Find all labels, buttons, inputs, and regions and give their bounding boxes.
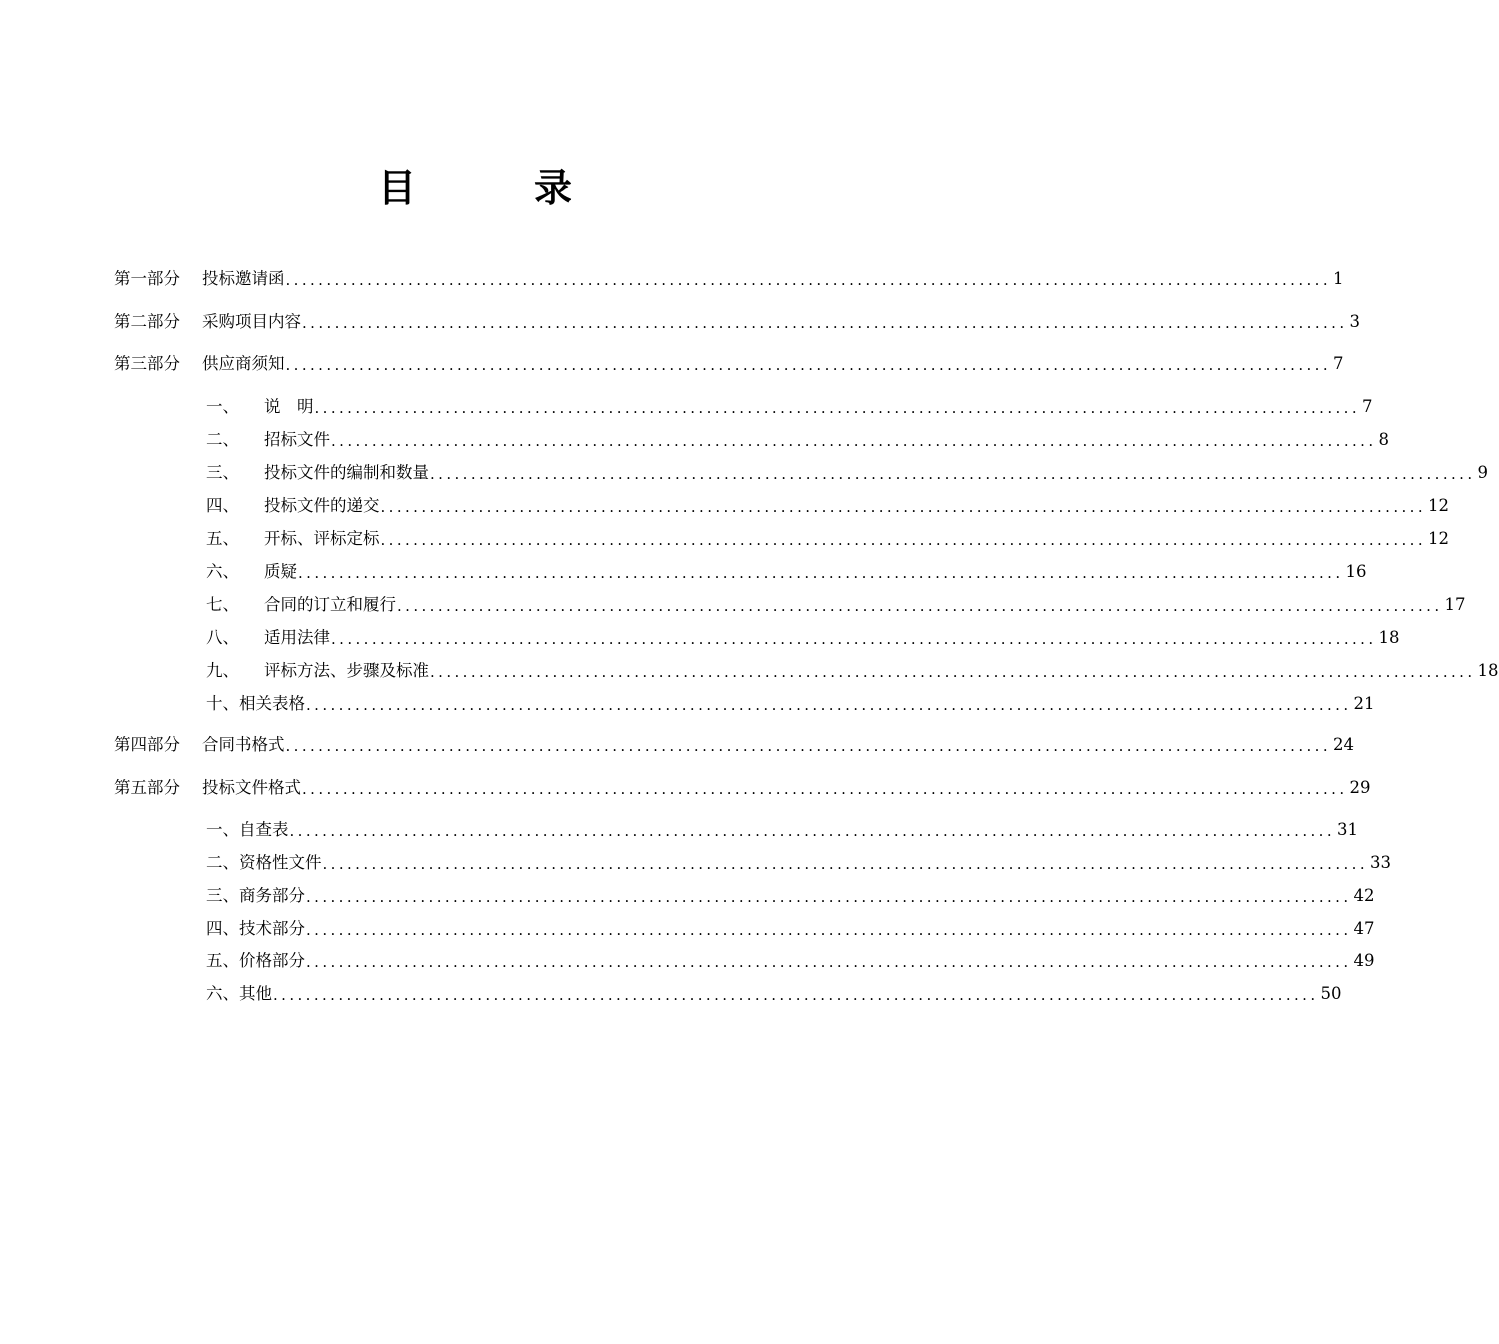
toc-entry-p3-6[interactable] xyxy=(206,559,1367,583)
toc-entry-text: 二、资格性文件 xyxy=(206,853,322,872)
toc-page-number: 17 xyxy=(1444,595,1466,614)
toc-entry-number: 八、 xyxy=(206,628,239,647)
toc-entry-text: 投标文件的递交 xyxy=(264,496,380,515)
toc-leader-dots: ................................................................................................................................ xyxy=(298,564,1344,582)
toc-leader-dots: ................................................................................................................................ xyxy=(380,498,1427,516)
toc-page-number: 12 xyxy=(1428,529,1450,548)
toc-entry-number: 第三部分 xyxy=(114,354,180,373)
toc-entry-text: 五、价格部分 xyxy=(206,951,305,970)
toc-entry-text: 一、自查表 xyxy=(206,820,289,839)
toc-entry-text: 投标邀请函 xyxy=(202,269,285,288)
toc-leader-dots: ................................................................................................................................ xyxy=(380,531,1427,549)
toc-page-number: 18 xyxy=(1378,628,1400,647)
toc-leader-dots: ................................................................................................................................ xyxy=(306,921,1352,939)
toc-entry-part2[interactable] xyxy=(114,309,1361,333)
toc-entry-number: 第五部分 xyxy=(114,778,180,797)
toc-leader-dots: ................................................................................................................................ xyxy=(289,822,1336,840)
toc-page-number: 1 xyxy=(1333,269,1344,288)
toc-entry-text: 开标、评标定标 xyxy=(264,529,380,548)
toc-entry-number: 九、 xyxy=(206,661,239,680)
toc-entry-text: 采购项目内容 xyxy=(202,312,301,331)
toc-entry-p3-9[interactable] xyxy=(206,658,1499,682)
title-char-2: 录 xyxy=(534,165,573,210)
toc-leader-dots: ................................................................................................................................ xyxy=(285,356,1332,374)
toc-entry-number: 六、 xyxy=(206,562,239,581)
toc-entry-part4[interactable] xyxy=(114,732,1355,756)
toc-entry-p3-1[interactable] xyxy=(206,394,1373,418)
toc-entry-p3-8[interactable] xyxy=(206,625,1400,649)
toc-entry-text: 四、技术部分 xyxy=(206,919,305,938)
toc-entry-number: 一、 xyxy=(206,397,239,416)
title-char-1: 目 xyxy=(377,165,416,210)
toc-page-number: 9 xyxy=(1477,463,1489,482)
toc-leader-dots: ................................................................................................................................ xyxy=(430,663,1476,681)
toc-entry-text: 投标文件格式 xyxy=(202,778,301,797)
toc-page-number: 33 xyxy=(1370,853,1392,872)
toc-leader-dots: ................................................................................................................................ xyxy=(397,597,1443,615)
toc-entry-number: 三、 xyxy=(206,463,239,482)
toc-entry-text: 质疑 xyxy=(264,562,297,581)
toc-entry-part5[interactable] xyxy=(114,775,1371,799)
toc-leader-dots: ................................................................................................................................ xyxy=(306,888,1352,906)
toc-entry-part3[interactable] xyxy=(114,351,1344,375)
toc-leader-dots: ................................................................................................................................ xyxy=(273,986,1319,1004)
toc-leader-dots: ................................................................................................................................ xyxy=(302,780,1348,798)
toc-entry-text: 十、相关表格 xyxy=(206,694,305,713)
toc-entry-text: 投标文件的编制和数量 xyxy=(264,463,429,482)
toc-entry-p3-10[interactable] xyxy=(206,691,1375,715)
toc-page-number: 12 xyxy=(1428,496,1450,515)
toc-entry-p3-7[interactable] xyxy=(206,592,1466,616)
toc-entry-number: 第一部分 xyxy=(114,269,180,288)
toc-leader-dots: ................................................................................................................................ xyxy=(306,953,1352,971)
toc-entry-p5-6[interactable] xyxy=(206,981,1342,1005)
toc-entry-p3-4[interactable] xyxy=(206,493,1450,517)
toc-entry-number: 七、 xyxy=(206,595,239,614)
toc-page-number: 29 xyxy=(1349,778,1371,797)
toc-entry-p5-3[interactable] xyxy=(206,883,1375,907)
toc-entry-text: 适用法律 xyxy=(264,628,330,647)
toc-page-number: 42 xyxy=(1353,886,1375,905)
toc-page-number: 7 xyxy=(1362,397,1373,416)
toc-entry-text: 三、商务部分 xyxy=(206,886,305,905)
toc-entry-number: 五、 xyxy=(206,529,239,548)
toc-page-number: 24 xyxy=(1333,735,1355,754)
toc-leader-dots: ................................................................................................................................ xyxy=(331,432,1377,450)
toc-entry-p3-2[interactable] xyxy=(206,427,1390,451)
toc-leader-dots: ................................................................................................................................ xyxy=(285,271,1332,289)
toc-entry-text: 招标文件 xyxy=(264,430,330,449)
toc-page-number: 49 xyxy=(1353,951,1375,970)
toc-entry-p5-4[interactable] xyxy=(206,916,1375,940)
toc-leader-dots: ................................................................................................................................ xyxy=(285,737,1332,755)
toc-entry-part1[interactable] xyxy=(114,266,1344,290)
toc-entry-number: 二、 xyxy=(206,430,239,449)
toc-entry-text: 合同书格式 xyxy=(202,735,285,754)
toc-page-number: 16 xyxy=(1345,562,1367,581)
toc-leader-dots: ................................................................................................................................ xyxy=(314,399,1361,417)
toc-page-number: 50 xyxy=(1320,984,1342,1003)
toc-entry-text: 评标方法、步骤及标准 xyxy=(264,661,429,680)
toc-entry-number: 四、 xyxy=(206,496,239,515)
toc-entry-p5-2[interactable] xyxy=(206,850,1392,874)
toc-entry-text: 说 明 xyxy=(264,397,314,416)
toc-entry-text: 六、其他 xyxy=(206,984,272,1003)
toc-page-number: 21 xyxy=(1353,694,1375,713)
toc-leader-dots: ................................................................................................................................ xyxy=(306,696,1352,714)
toc-entry-p3-3[interactable] xyxy=(206,460,1489,484)
toc-leader-dots: ................................................................................................................................ xyxy=(331,630,1377,648)
toc-leader-dots: ................................................................................................................................ xyxy=(430,465,1476,483)
toc-page-number: 8 xyxy=(1378,430,1390,449)
toc-page-number: 18 xyxy=(1477,661,1499,680)
toc-entry-p5-1[interactable] xyxy=(206,817,1359,841)
toc-page-number: 7 xyxy=(1333,354,1344,373)
toc-entry-text: 合同的订立和履行 xyxy=(264,595,396,614)
toc-entry-p3-5[interactable] xyxy=(206,526,1450,550)
toc-leader-dots: ................................................................................................................................ xyxy=(302,314,1348,332)
toc-entry-number: 第二部分 xyxy=(114,312,180,331)
toc-entry-number: 第四部分 xyxy=(114,735,180,754)
toc-page-number: 47 xyxy=(1353,919,1375,938)
toc-page-number: 31 xyxy=(1337,820,1359,839)
toc-entry-p5-5[interactable] xyxy=(206,948,1375,972)
page-title xyxy=(0,160,950,216)
toc-page-number: 3 xyxy=(1349,312,1361,331)
toc-entry-text: 供应商须知 xyxy=(202,354,285,373)
toc-leader-dots: ................................................................................................................................ xyxy=(322,855,1369,873)
